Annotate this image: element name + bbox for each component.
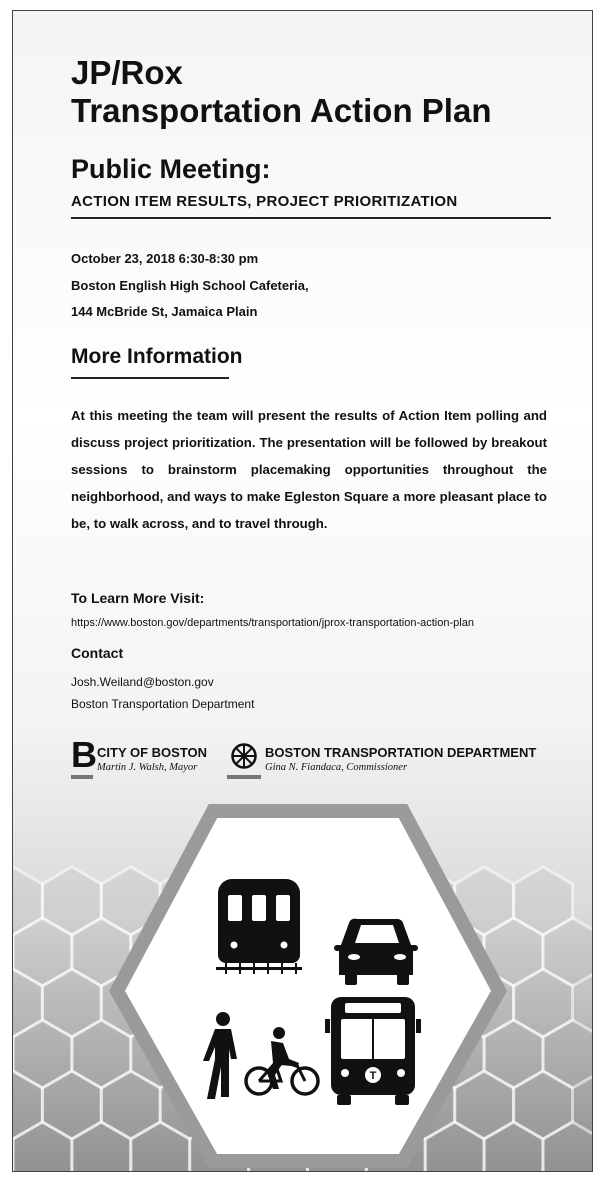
city-of-boston-logo-letter: B xyxy=(71,734,97,775)
more-info-heading: More Information xyxy=(71,345,243,368)
contact-email[interactable]: Josh.Weiland@boston.gov xyxy=(71,675,214,689)
transportation-hexagon-artwork xyxy=(13,801,592,1171)
contact-department: Boston Transportation Department xyxy=(71,697,255,711)
btd-official: Gina N. Fiandaca, Commissioner xyxy=(265,762,408,773)
event-venue: Boston English High School Cafeteria, xyxy=(71,278,309,293)
poster-frame xyxy=(12,10,593,1172)
learn-more-heading: To Learn More Visit: xyxy=(71,590,205,606)
meeting-heading: Public Meeting: xyxy=(71,154,271,184)
transit-t-icon: T xyxy=(369,1070,377,1082)
divider xyxy=(71,217,551,219)
contact-heading: Contact xyxy=(71,645,124,661)
learn-more-link[interactable]: https://www.boston.gov/departments/transportation/jprox-transportation-action-plan xyxy=(71,617,474,629)
event-datetime: October 23, 2018 6:30-8:30 pm xyxy=(71,251,259,266)
hexagon-frame xyxy=(117,811,499,1161)
btd-wheel-icon xyxy=(231,743,257,769)
city-official: Martin J. Walsh, Mayor xyxy=(97,762,198,773)
event-address: 144 McBride St, Jamaica Plain xyxy=(71,304,258,319)
train-icon xyxy=(216,879,302,974)
city-of-boston-name: CITY OF BOSTON xyxy=(97,745,208,760)
divider xyxy=(71,377,229,379)
meeting-subheading: ACTION ITEM RESULTS, PROJECT PRIORITIZATION xyxy=(71,193,458,210)
city-logo-bar xyxy=(71,775,93,779)
title-line-1: JP/Rox xyxy=(71,54,183,91)
btd-name: BOSTON TRANSPORTATION DEPARTMENT xyxy=(265,745,537,760)
title-line-2: Transportation Action Plan xyxy=(71,92,492,129)
bus-icon xyxy=(325,997,421,1105)
btd-logo-bar xyxy=(227,775,261,779)
more-info-body: At this meeting the team will present the results of Action Item polling and discuss project prioritization. The presentation will be followed by breakout sessions to brainstorm placemaking opportunities throughout the neighborhood, and ways to make Egleston Square a more pleasant place to be, to walk across, and to travel through. xyxy=(71,408,547,531)
